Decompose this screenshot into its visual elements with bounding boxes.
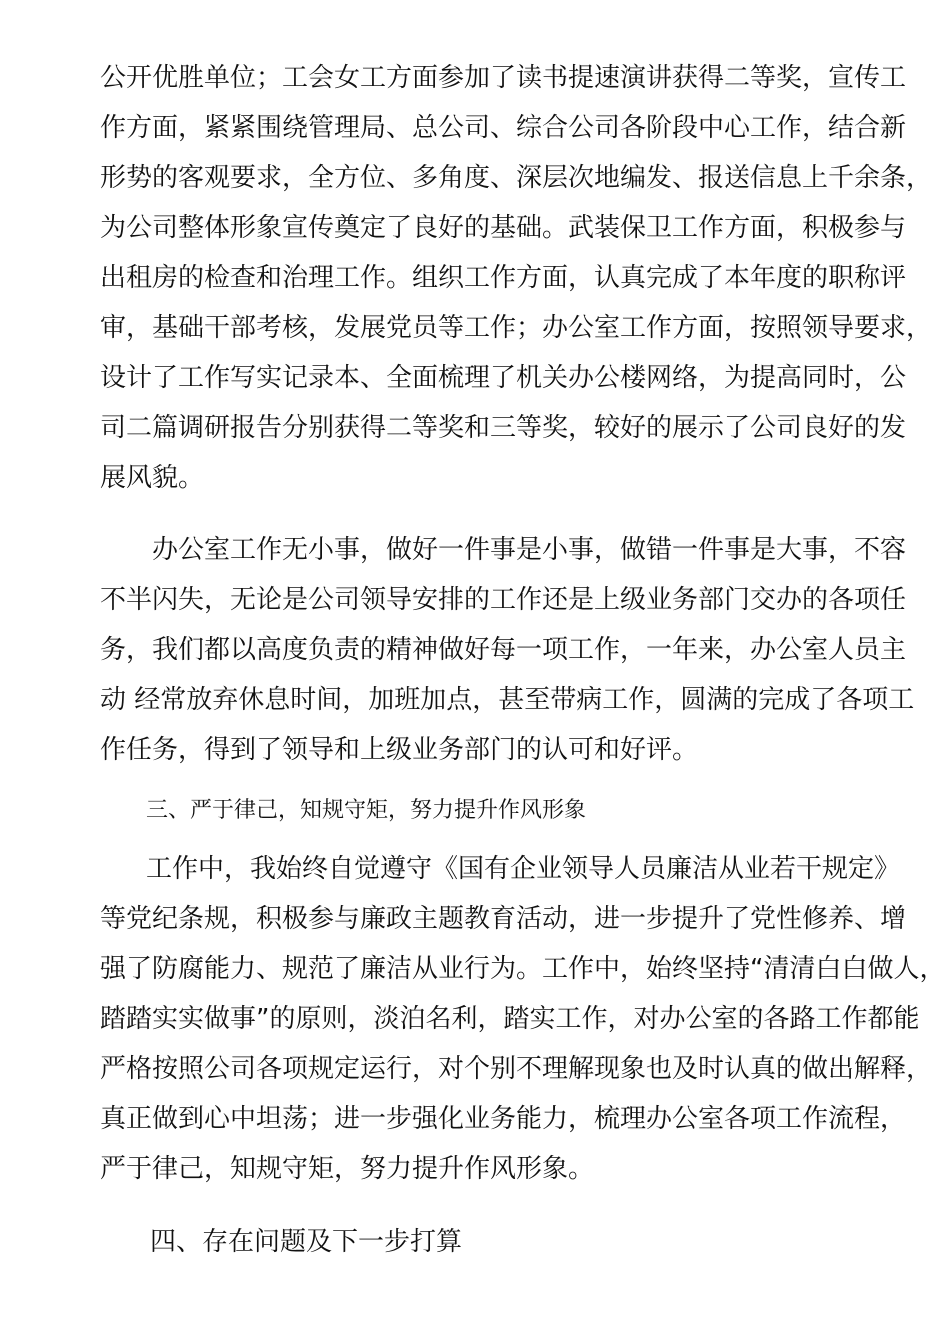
section-heading: 四、存在问题及下一步打算 xyxy=(150,1227,463,1257)
paragraph-line: 强了防腐能力、规范了廉洁从业行为。工作中，始终坚持“清清白白做人， xyxy=(100,954,946,984)
paragraph-line: 务，我们都以高度负责的精神做好每一项工作，一年来，办公室人员主 xyxy=(100,635,907,665)
paragraph-line: 作方面，紧紧围绕管理局、总公司、综合公司各阶段中心工作，结合新 xyxy=(100,113,907,143)
paragraph-line: 司二篇调研报告分别获得二等奖和三等奖，较好的展示了公司良好的发 xyxy=(100,413,907,443)
paragraph-line: 作任务，得到了领导和上级业务部门的认可和好评。 xyxy=(100,735,699,765)
paragraph-line: 为公司整体形象宣传奠定了良好的基础。武装保卫工作方面，积极参与 xyxy=(100,213,907,243)
paragraph-line: 设计了工作写实记录本、全面梳理了机关办公楼网络，为提高同时，公 xyxy=(100,363,907,393)
section-heading: 三、严于律己，知规守矩，努力提升作风形象 xyxy=(146,798,587,823)
paragraph-line: 审，基础干部考核，发展党员等工作；办公室工作方面，按照领导要求， xyxy=(100,313,933,343)
paragraph-line: 展风貌。 xyxy=(100,463,205,493)
paragraph-line: 办公室工作无小事，做好一件事是小事，做错一件事是大事，不容 xyxy=(152,535,907,565)
paragraph-line: 动 经常放弃休息时间，加班加点，甚至带病工作，圆满的完成了各项工 xyxy=(100,685,915,715)
paragraph-line: 严格按照公司各项规定运行，对个别不理解现象也及时认真的做出解释， xyxy=(100,1054,933,1084)
paragraph-line: 等党纪条规，积极参与廉政主题教育活动，进一步提升了党性修养、增 xyxy=(100,904,907,934)
paragraph-line: 公开优胜单位；工会女工方面参加了读书提速演讲获得二等奖，宣传工 xyxy=(100,63,907,93)
paragraph-line: 工作中，我始终自觉遵守《国有企业领导人员廉洁从业若干规定》 xyxy=(146,854,901,884)
paragraph-line: 不半闪失，无论是公司领导安排的工作还是上级业务部门交办的各项任 xyxy=(100,585,907,615)
paragraph-line: 踏踏实实做事”的原则，淡泊名利，踏实工作，对办公室的各路工作都能 xyxy=(100,1004,920,1034)
paragraph-line: 真正做到心中坦荡；进一步强化业务能力，梳理办公室各项工作流程， xyxy=(100,1104,907,1134)
paragraph-line: 严于律己，知规守矩，努力提升作风形象。 xyxy=(100,1154,595,1184)
paragraph-line: 出租房的检查和治理工作。组织工作方面，认真完成了本年度的职称评 xyxy=(100,263,907,293)
paragraph-line: 形势的客观要求，全方位、多角度、深层次地编发、报送信息上千余条， xyxy=(100,163,933,193)
